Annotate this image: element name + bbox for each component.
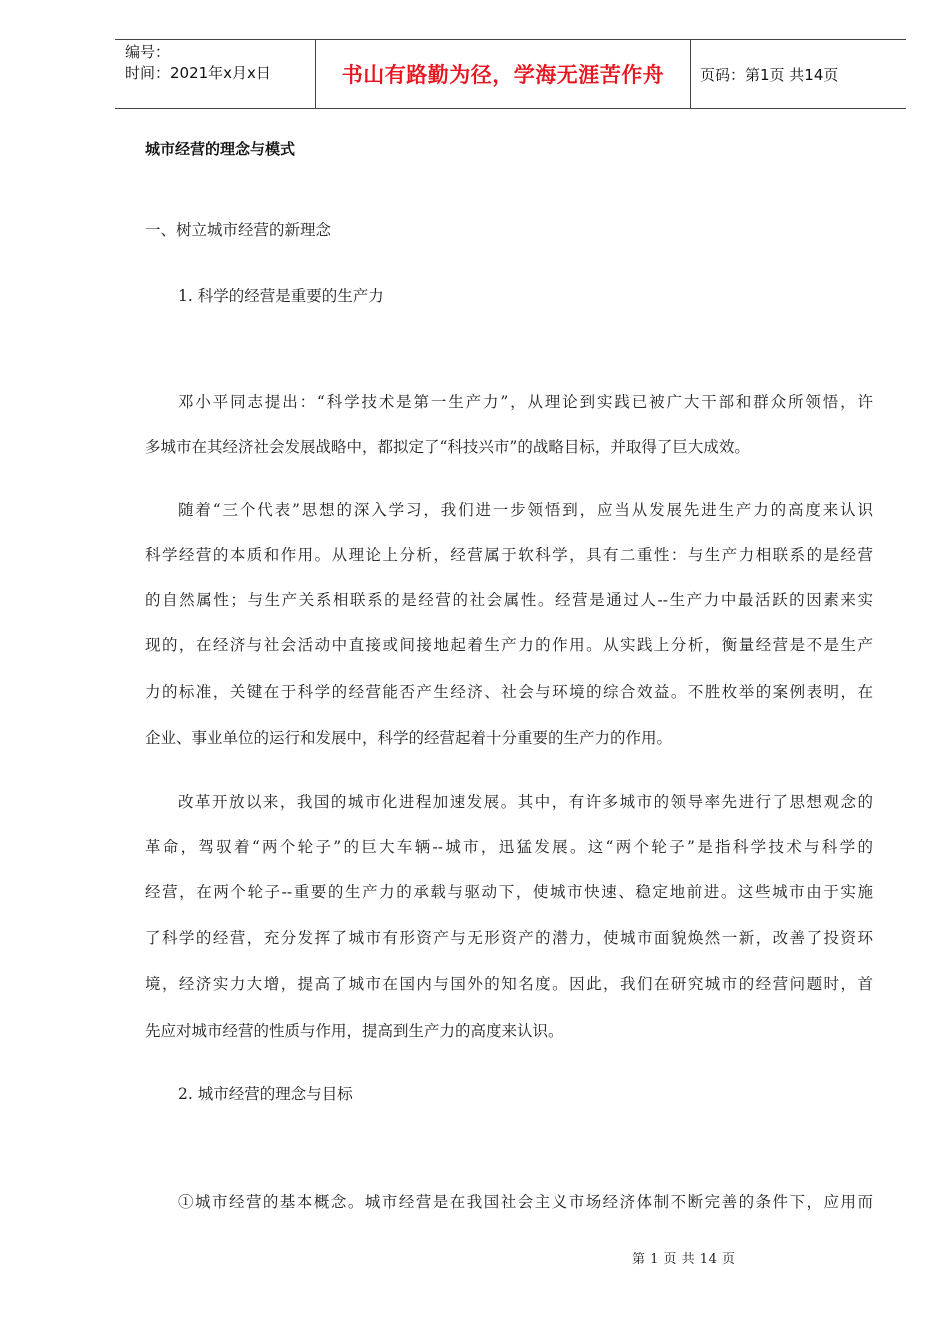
section-heading-1: 一、树立城市经营的新理念 [145, 221, 332, 239]
paragraph-3-line-6: 先应对城市经营的性质与作用，提高到生产力的高度来认识。 [145, 1022, 564, 1040]
paragraph-2-line-2: 科学经营的本质和作用。从理论上分析，经营属于软科学，具有二重性：与生产力相联系的是经营 [145, 546, 873, 564]
doc-number-label: 编号： [125, 43, 171, 61]
paragraph-3-line-5: 境，经济实力大增，提高了城市在国内与国外的知名度。因此，我们在研究城市的经营问题时，首 [145, 975, 873, 993]
paragraph-1-line-2: 多城市在其经济社会发展战略中，都拟定了“科技兴市”的战略目标，并取得了巨大成效。 [145, 438, 750, 456]
paragraph-2-line-6: 企业、事业单位的运行和发展中，科学的经营起着十分重要的生产力的作用。 [145, 729, 673, 747]
subsection-heading-1: 1. 科学的经营是重要的生产力 [178, 287, 384, 305]
header-meta-cell [115, 40, 315, 108]
paragraph-1-line-1: 邓小平同志提出：“科学技术是第一生产力”，从理论到实践已被广大干部和群众所领悟，许 [178, 393, 873, 411]
paragraph-3-line-3: 经营，在两个轮子--重要的生产力的承载与驱动下，使城市快速、稳定地前进。这些城市由于实施 [145, 883, 873, 901]
header-page-number: 页码：第1页 共14页 [700, 65, 839, 84]
paragraph-2-line-1: 随着“三个代表”思想的深入学习，我们进一步领悟到，应当从发展先进生产力的高度来认识 [178, 501, 873, 519]
doc-time-label: 时间：2021年x月x日 [125, 64, 271, 82]
header-table [115, 39, 906, 109]
subsection-heading-2: 2. 城市经营的理念与目标 [178, 1085, 353, 1103]
header-motto: 书山有路勤为径，学海无涯苦作舟 [341, 63, 665, 87]
paragraph-2-line-4: 现的，在经济与社会活动中直接或间接地起着生产力的作用。从实践上分析，衡量经营是不是生产 [145, 636, 873, 654]
footer-page-number: 第 1 页 共 14 页 [632, 1252, 736, 1267]
paragraph-2-line-3: 的自然属性；与生产关系相联系的是经营的社会属性。经营是通过人--生产力中最活跃的因素来实 [145, 591, 873, 609]
header-page-cell [690, 40, 906, 108]
document-title: 城市经营的理念与模式 [145, 140, 296, 158]
paragraph-3-line-2: 革命，驾驭着“两个轮子”的巨大车辆--城市，迅猛发展。这“两个轮子”是指科学技术与科学的 [145, 838, 873, 856]
paragraph-3-line-4: 了科学的经营，充分发挥了城市有形资产与无形资产的潜力，使城市面貌焕然一新，改善了投资环 [145, 929, 873, 947]
paragraph-4-line-1: ①城市经营的基本概念。城市经营是在我国社会主义市场经济体制不断完善的条件下，应用而 [178, 1193, 873, 1211]
paragraph-3-line-1: 改革开放以来，我国的城市化进程加速发展。其中，有许多城市的领导率先进行了思想观念的 [178, 793, 873, 811]
header-motto-cell [315, 40, 691, 108]
paragraph-2-line-5: 力的标准，关键在于科学的经营能否产生经济、社会与环境的综合效益。不胜枚举的案例表明，在 [145, 683, 873, 701]
